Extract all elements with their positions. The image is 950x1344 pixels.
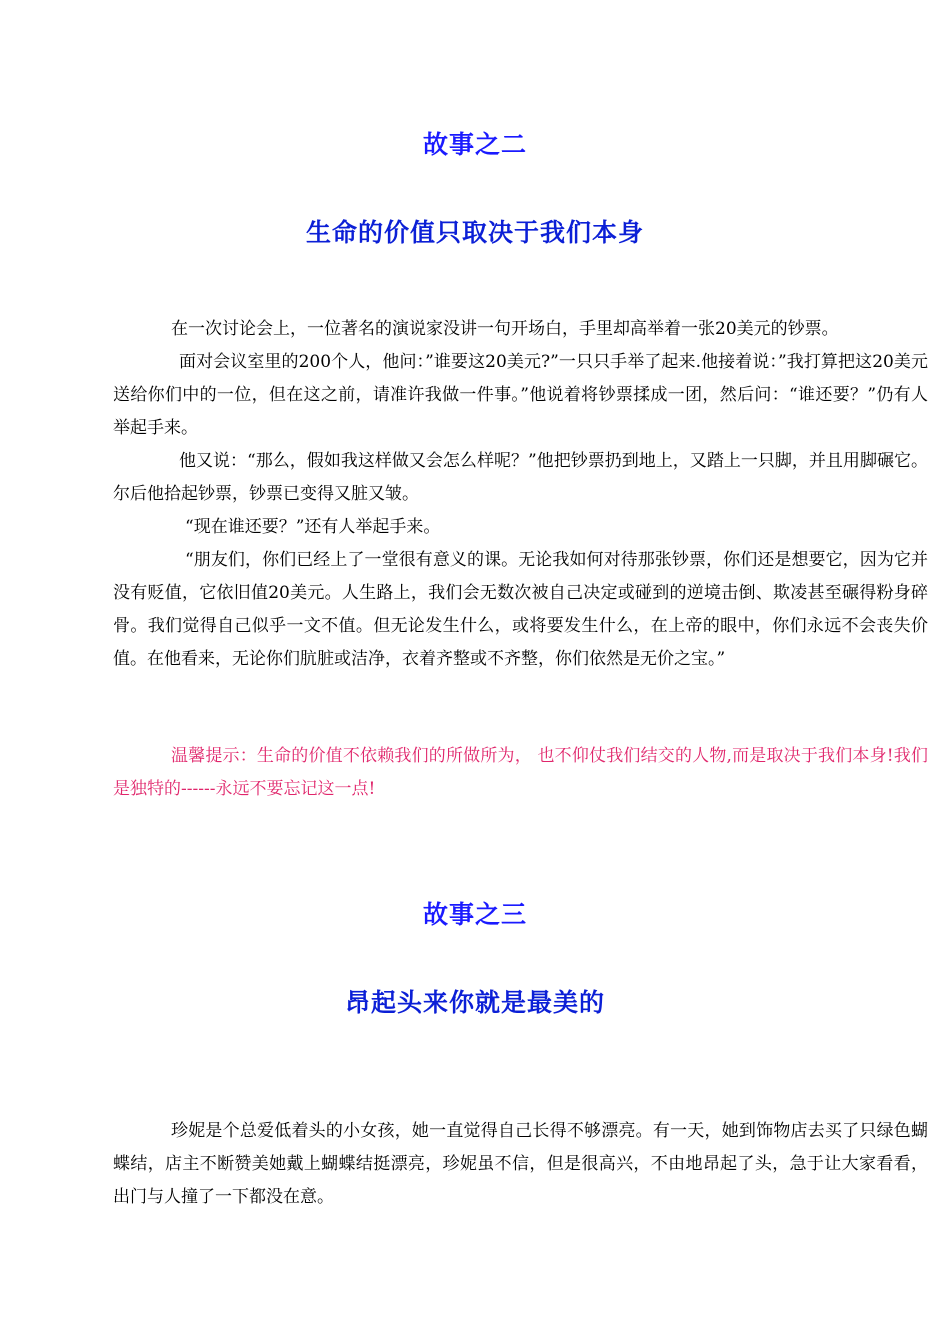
story2-paragraph-5: “朋友们，你们已经上了一堂很有意义的课。无论我如何对待那张钞票，你们还是想要它，因为它并没有贬值，它依旧值20美元。人生路上，我们会无数次被自己决定或碰到的逆境击倒、欺凌甚至碾得粉身碎骨。我们觉得自己似乎一文不值。但无论发生什么，或将要发生什么，在上帝的眼中，你们永远不会丧失价值。在他看来，无论你们肮脏或洁净，衣着齐整或不齐整，你们依然是无价之宝。”	[113, 550, 928, 669]
story2-paragraph-3: 他又说：“那么，假如我这样做又会怎么样呢？”他把钞票扔到地上，又踏上一只脚，并且用脚碾它。尔后他拾起钞票，钞票已变得又脏又皱。	[113, 451, 928, 504]
story2-tip: 温馨提示：生命的价值不依赖我们的所做所为， 也不仰仗我们结交的人物,而是取决于我们本身!我们是独特的------永远不要忘记这一点!	[113, 746, 928, 799]
story2-title: 生命的价值只取决于我们本身	[305, 218, 644, 247]
story2-paragraph-1: 在一次讨论会上，一位著名的演说家没讲一句开场白，手里却高举着一张20美元的钞票。	[171, 319, 839, 339]
story3-paragraph-1: 珍妮是个总爱低着头的小女孩，她一直觉得自己长得不够漂亮。有一天，她到饰物店去买了只绿色蝴蝶结，店主不断赞美她戴上蝴蝶结挺漂亮，珍妮虽不信，但是很高兴，不由地昂起了头，急于让大家看看，出门与人撞了一下都没在意。	[113, 1121, 928, 1207]
story3-heading: 故事之三	[422, 900, 527, 929]
story3-title: 昂起头来你就是最美的	[344, 988, 605, 1017]
story2-paragraph-4: “现在谁还要？”还有人举起手来。	[185, 517, 441, 537]
story2-heading: 故事之二	[422, 130, 527, 159]
story2-paragraph-2: 面对会议室里的200个人，他问：”谁要这20美元?”一只只手举了起来.他接着说：”我打算把这20美元送给你们中的一位，但在这之前，请准许我做一件事。”他说着将钞票揉成一团，然后问：“谁还要？”仍有人举起手来。	[113, 352, 928, 438]
